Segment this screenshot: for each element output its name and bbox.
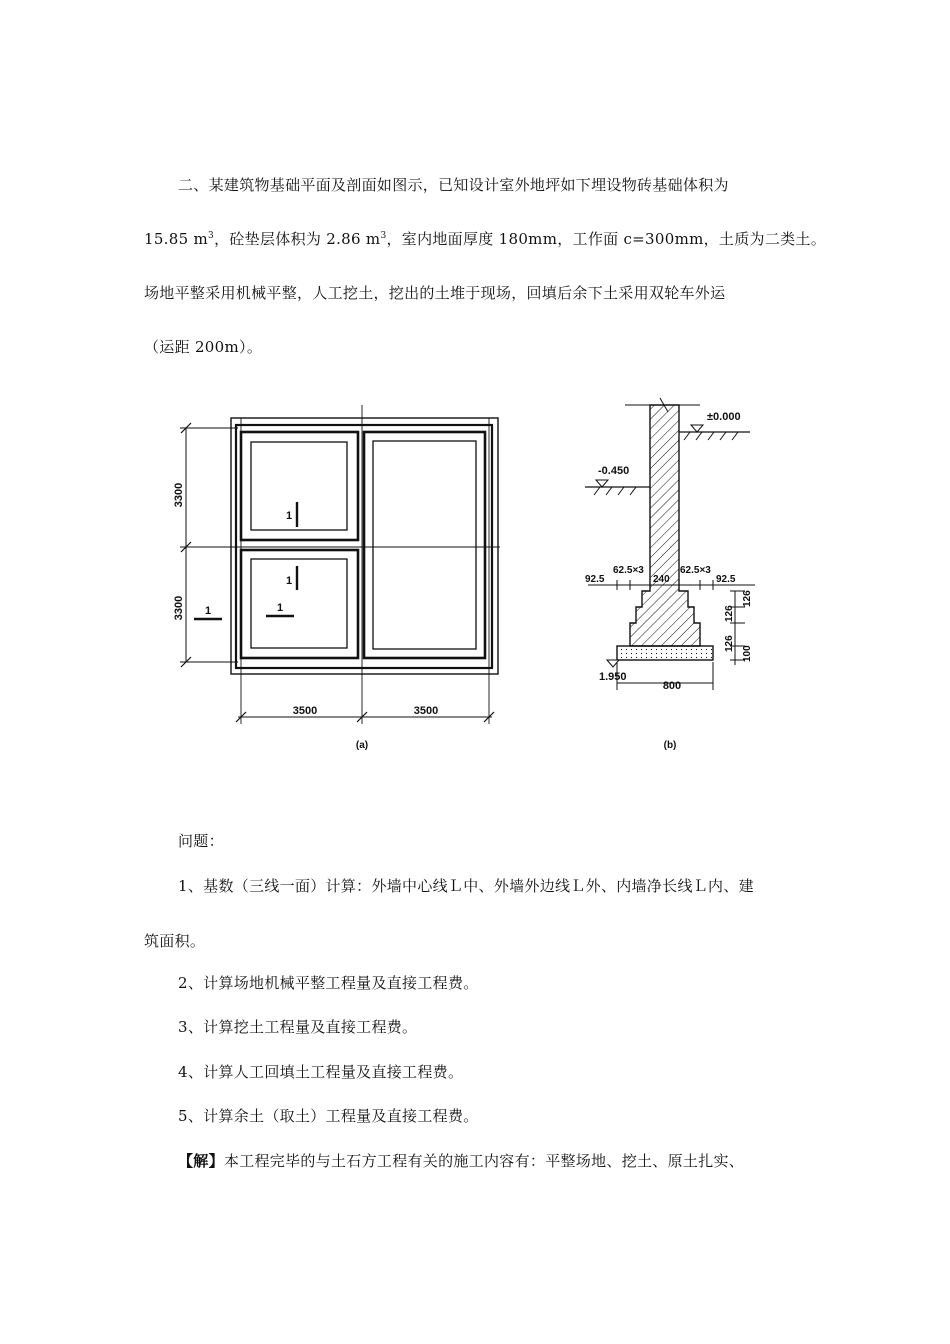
dim-92-5-right: 92.5 <box>716 574 736 585</box>
dim-3300-bottom: 3300 <box>173 595 185 621</box>
question-2: 2、计算场地机械平整工程量及直接工程费。 <box>178 974 479 992</box>
concrete-cushion <box>617 646 713 660</box>
dim-240: 240 <box>653 574 670 585</box>
figure-a-caption: (a) <box>355 740 369 751</box>
problem-line-2: 15.85 $m^3$，砼垫层体积为 2.86 $m^3$，室内地面厚度 180mm，工作面 c=300mm，土质为二类土。 <box>144 230 827 248</box>
dim-126: 126 <box>742 590 753 607</box>
dim-126: 126 <box>724 635 735 652</box>
question-1-cont: 筑面积。 <box>144 932 206 950</box>
dim-126: 126 <box>724 605 735 622</box>
section-mark-1: 1 <box>276 602 284 614</box>
dim-62-5x3-right: 62.5×3 <box>680 565 711 576</box>
dim-3500-left: 3500 <box>292 705 318 717</box>
elevation-top: ±0.000 <box>707 411 741 423</box>
dim-92-5-left: 92.5 <box>585 574 605 585</box>
section-mark-1: 1 <box>285 510 293 522</box>
question-5: 5、计算余土（取土）工程量及直接工程费。 <box>178 1107 479 1125</box>
dim-3500-right: 3500 <box>413 705 439 717</box>
volume-concrete: ，砼垫层体积为 2.86 m <box>214 230 381 248</box>
problem-line-3: 场地平整采用机械平整，人工挖土，挖出的土堆于现场，回填后余下土采用双轮车外运 <box>144 284 726 302</box>
dim-3300-top: 3300 <box>173 482 185 508</box>
volume-brick: 15.85 m <box>144 230 209 248</box>
figure-b-caption: (b) <box>663 740 677 751</box>
question-3: 3、计算挖土工程量及直接工程费。 <box>178 1018 418 1036</box>
solution-text: 本工程完毕的与土石方工程有关的施工内容有：平整场地、挖土、原土扎实、 <box>223 1152 745 1170</box>
questions-heading: 问题： <box>178 832 224 850</box>
solution-line <box>178 1150 744 1171</box>
dim-800: 800 <box>662 680 682 692</box>
elevation-bottom: 1.950 <box>599 671 627 683</box>
problem-line-4: （运距 200m）。 <box>144 338 263 356</box>
elevation-outdoor: -0.450 <box>598 465 630 477</box>
brick-foundation <box>630 405 700 646</box>
problem-line-1: 二、某建筑物基础平面及剖面如图示，已知设计室外地坪如下埋设物砖基础体积为 <box>178 176 729 194</box>
question-4: 4、计算人工回填土工程量及直接工程费。 <box>178 1063 464 1081</box>
question-1: 1、基数（三线一面）计算：外墙中心线Ｌ中、外墙外边线Ｌ外、内墙净长线Ｌ内、建 <box>178 877 754 895</box>
section-mark-1: 1 <box>204 605 212 617</box>
dim-62-5x3-left: 62.5×3 <box>613 565 644 576</box>
section-mark-1: 1 <box>285 575 293 587</box>
dim-100: 100 <box>742 645 753 662</box>
solution-label: 【解】 <box>178 1152 224 1170</box>
